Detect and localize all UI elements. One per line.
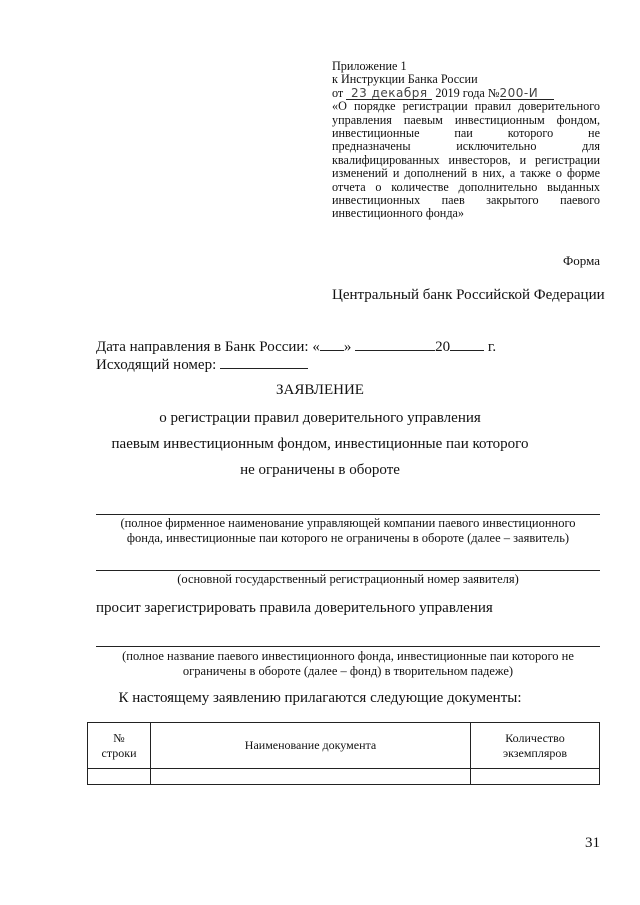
fund-caption-line: ограничены в обороте (далее – фонд) в творительном падеже) xyxy=(182,664,514,678)
outgoing-number-line xyxy=(96,356,496,374)
request-text: просит зарегистрировать правила доверительного управления xyxy=(96,600,493,616)
appendix-title-line: изменений и дополнений в них, а также о форме xyxy=(332,166,600,181)
company-name-field[interactable] xyxy=(96,514,600,515)
appendix-line2: к Инструкции Банка России xyxy=(332,72,478,87)
statement-subtitle-line: о регистрации правил доверительного управления xyxy=(159,410,481,426)
date-quote-close: » xyxy=(343,339,352,355)
statement-subtitle-line: не ограничены в обороте xyxy=(240,462,400,478)
col-row-number-line2: строки xyxy=(101,745,137,760)
day-field[interactable] xyxy=(320,338,344,351)
col-row-number xyxy=(88,723,151,769)
fund-caption xyxy=(96,649,600,679)
appendix-title-line: инвестиционные паи которого не xyxy=(332,126,600,141)
ogrn-caption: (основной государственный регистрационный номер заявителя) xyxy=(177,572,519,586)
appendix-date-year: 2019 года № xyxy=(435,85,500,100)
table-cell[interactable] xyxy=(151,769,471,785)
appendix-date-line xyxy=(332,87,600,100)
statement-subtitle-line: паевым инвестиционным фондом, инвестиционные паи которого xyxy=(111,436,529,452)
appendix-handwritten-number: 200-И xyxy=(500,88,554,100)
outgoing-number-field[interactable] xyxy=(220,356,308,369)
table-cell[interactable] xyxy=(88,769,151,785)
appendix-title-line: отчета о количестве дополнительно выданных xyxy=(332,179,600,194)
fund-caption-line: (полное название паевого инвестиционного фонда, инвестиционные паи которого не xyxy=(122,649,574,663)
month-field[interactable] xyxy=(355,338,435,351)
year-prefix: 20 xyxy=(435,339,451,355)
year-field[interactable] xyxy=(450,338,484,351)
date-label: Дата направления в Банк России: « xyxy=(96,339,320,355)
col-document-name: Наименование документа xyxy=(151,723,471,769)
statement-heading: ЗАЯВЛЕНИЕ xyxy=(276,382,364,398)
appendix-title-line: управления паевым инвестиционным фондом, xyxy=(332,112,600,127)
attachments-table xyxy=(87,722,600,785)
appendix-title-line: инвестиционных паев закрытого паевого xyxy=(332,193,600,208)
table-header-row xyxy=(88,723,600,769)
appendix-handwritten-date: 23 декабря xyxy=(346,88,432,100)
company-caption-line: фонда, инвестиционные паи которого не ограничены в обороте (далее – заявитель) xyxy=(126,531,570,545)
col-copies-line1: Количество xyxy=(505,730,565,745)
appendix-title-line: инвестиционного фонда» xyxy=(332,206,465,221)
appendix-date-prefix: от xyxy=(332,85,344,100)
year-suffix: г. xyxy=(487,339,497,355)
recipient: Центральный банк Российской Федерации xyxy=(332,287,605,303)
col-copies-line2: экземпляров xyxy=(502,745,568,760)
col-copies xyxy=(471,723,600,769)
col-row-number-line1: № xyxy=(113,730,125,745)
company-caption xyxy=(96,516,600,546)
appendix-title-line: квалифицированных инвесторов, и регистрации xyxy=(332,152,600,167)
appendix-header xyxy=(332,60,600,221)
appendix-line1: Приложение 1 xyxy=(332,59,407,73)
submission-date-line xyxy=(96,338,496,356)
fund-name-field[interactable] xyxy=(96,646,600,647)
page-number: 31 xyxy=(585,835,600,851)
company-caption-line: (полное фирменное наименование управляющей компании паевого инвестиционного xyxy=(120,516,576,530)
form-label: Форма xyxy=(563,253,600,268)
table-cell[interactable] xyxy=(471,769,600,785)
table-row[interactable] xyxy=(88,769,600,785)
outgoing-label: Исходящий номер: xyxy=(96,357,217,373)
attachments-intro: К настоящему заявлению прилагаются следующие документы: xyxy=(118,690,522,706)
appendix-title-line: предназначены исключительно для xyxy=(332,139,600,154)
appendix-title-line: «О порядке регистрации правил доверительного xyxy=(332,99,600,114)
submission-block xyxy=(96,338,496,374)
ogrn-field[interactable] xyxy=(96,570,600,571)
